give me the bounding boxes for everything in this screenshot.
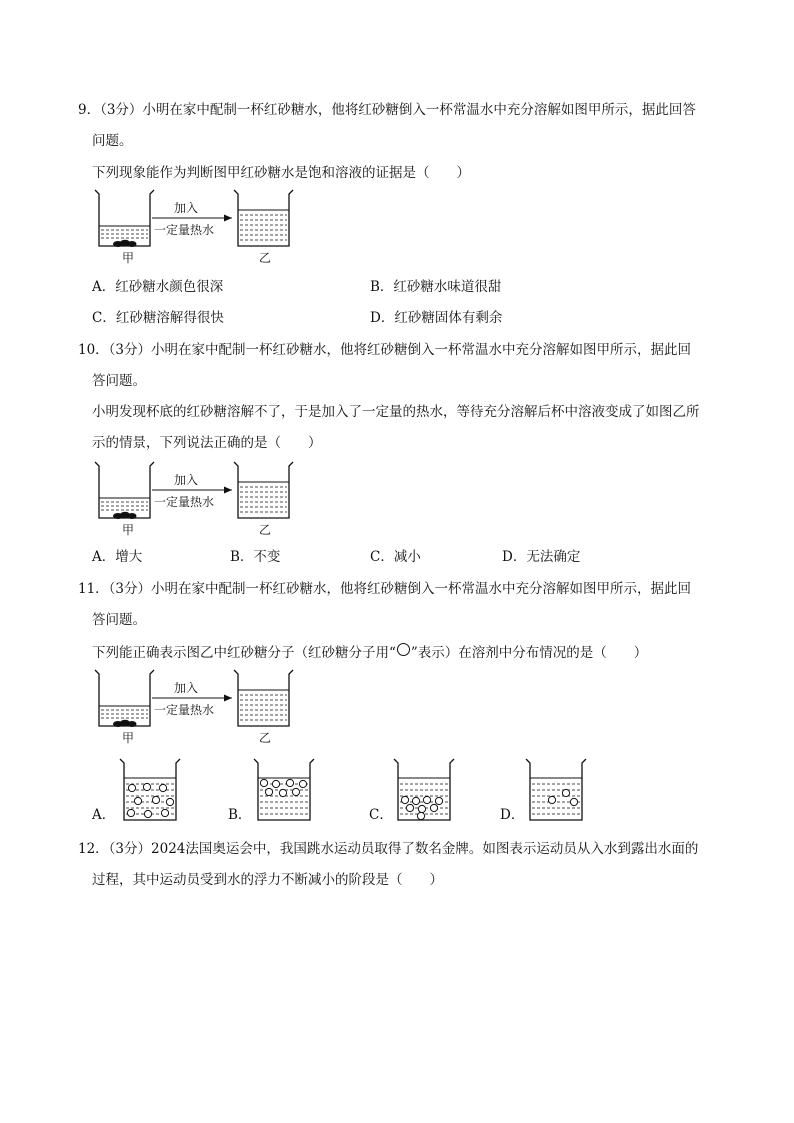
q9-stem-line1: 9．（3分）小明在家中配制一杯红砂糖水，他将红砂糖倒入一杯常温水中充分溶解如图甲所示，据此回答 xyxy=(78,102,696,118)
q10-beaker-figure xyxy=(92,458,312,544)
beaker-jia xyxy=(95,462,154,519)
q12-stem-line1: 12．（3分）2024法国奥运会中，我国跳水运动员取得了数名金牌。如图表示运动员从入水到露出水面的 xyxy=(78,841,699,857)
q11-prompt-post: ”表示）在溶剂中分布情况的是（ ） xyxy=(410,645,648,661)
beaker-yi xyxy=(234,190,293,246)
q11-option-d[interactable]: D． xyxy=(500,807,525,823)
q11-option-a[interactable]: A． xyxy=(92,807,116,823)
arrow-right-icon xyxy=(152,695,232,702)
q9-option-a[interactable]: A．红砂糖水颜色很深 xyxy=(92,279,224,295)
molecule-circle-icon xyxy=(548,789,577,805)
sugar-sediment-icon xyxy=(113,240,137,247)
beaker-jia xyxy=(95,670,154,727)
q11-label-yi: 乙 xyxy=(259,731,272,745)
molecule-circle-icon xyxy=(401,796,442,819)
q9-label-jia: 甲 xyxy=(122,251,135,265)
q10-stem-line1: 10．（3分）小明在家中配制一杯红砂糖水，他将红砂糖倒入一杯常温水中充分溶解如图甲所示，据此回 xyxy=(78,342,692,358)
q11-arrow-top-text: 加入 xyxy=(174,681,199,695)
q11-prompt-pre: 下列能正确表示图乙中红砂糖分子（红砂糖分子用“ xyxy=(92,645,396,661)
q11-option-b[interactable]: B． xyxy=(228,807,252,823)
q10-arrow-bottom-text: 一定量热水 xyxy=(154,495,215,509)
q10-option-b[interactable]: B．不变 xyxy=(230,549,281,565)
molecule-circle-icon xyxy=(127,783,173,817)
q10-option-c[interactable]: C．减小 xyxy=(370,549,421,565)
q11-arrow-bottom-text: 一定量热水 xyxy=(154,703,215,717)
q10-arrow-top-text: 加入 xyxy=(174,473,199,487)
q9-arrow-top-text: 加入 xyxy=(174,201,199,215)
q11-stem-line2: 答问题。 xyxy=(92,612,146,628)
arrow-right-icon xyxy=(152,215,232,222)
q9-label-yi: 乙 xyxy=(259,251,272,265)
q11-label-jia: 甲 xyxy=(122,731,135,745)
q9-stem-line2: 问题。 xyxy=(92,133,133,149)
beaker-jia xyxy=(95,190,154,247)
q9-prompt: 下列现象能作为判断图甲红砂糖水是饱和溶液的证据是（ ） xyxy=(92,165,470,181)
q11-prompt xyxy=(92,643,647,662)
q11-option-a-beaker[interactable] xyxy=(118,756,184,824)
q11-option-d-beaker[interactable] xyxy=(524,756,590,824)
q9-option-d[interactable]: D．红砂糖固体有剩余 xyxy=(370,310,503,326)
q11-beaker-figure xyxy=(92,666,312,752)
q11-stem-line1: 11．（3分）小明在家中配制一杯红砂糖水，他将红砂糖倒入一杯常温水中充分溶解如图甲所示，据此回 xyxy=(78,581,692,597)
q10-option-a[interactable]: A．增大 xyxy=(92,549,143,565)
q9-beaker-figure xyxy=(92,186,312,272)
q10-option-d[interactable]: D．无法确定 xyxy=(502,549,581,565)
q10-label-jia: 甲 xyxy=(122,523,135,537)
q11-option-c[interactable]: C． xyxy=(369,807,393,823)
beaker-yi xyxy=(234,670,293,726)
sugar-sediment-icon xyxy=(113,512,137,519)
q12-stem-line2: 过程，其中运动员受到水的浮力不断减小的阶段是（ ） xyxy=(92,872,443,888)
beaker-yi xyxy=(234,462,293,518)
q9-option-c[interactable]: C．红砂糖溶解得很快 xyxy=(92,310,224,326)
molecule-circle-icon xyxy=(260,779,306,796)
q10-label-yi: 乙 xyxy=(259,523,272,537)
q10-stem-line2: 答问题。 xyxy=(92,373,146,389)
sugar-sediment-icon xyxy=(113,720,137,727)
q9-arrow-bottom-text: 一定量热水 xyxy=(154,223,215,237)
q11-option-b-beaker[interactable] xyxy=(252,756,318,824)
q10-stem-line4: 示的情景，下列说法正确的是（ ） xyxy=(92,435,322,451)
q9-option-b[interactable]: B．红砂糖水味道很甜 xyxy=(370,279,502,295)
arrow-right-icon xyxy=(152,487,232,494)
q11-option-c-beaker[interactable] xyxy=(392,756,458,824)
molecule-circle-icon xyxy=(397,643,410,656)
q10-stem-line3: 小明发现杯底的红砂糖溶解不了，于是加入了一定量的热水，等待充分溶解后杯中溶液变成了如图乙所 xyxy=(92,404,700,420)
